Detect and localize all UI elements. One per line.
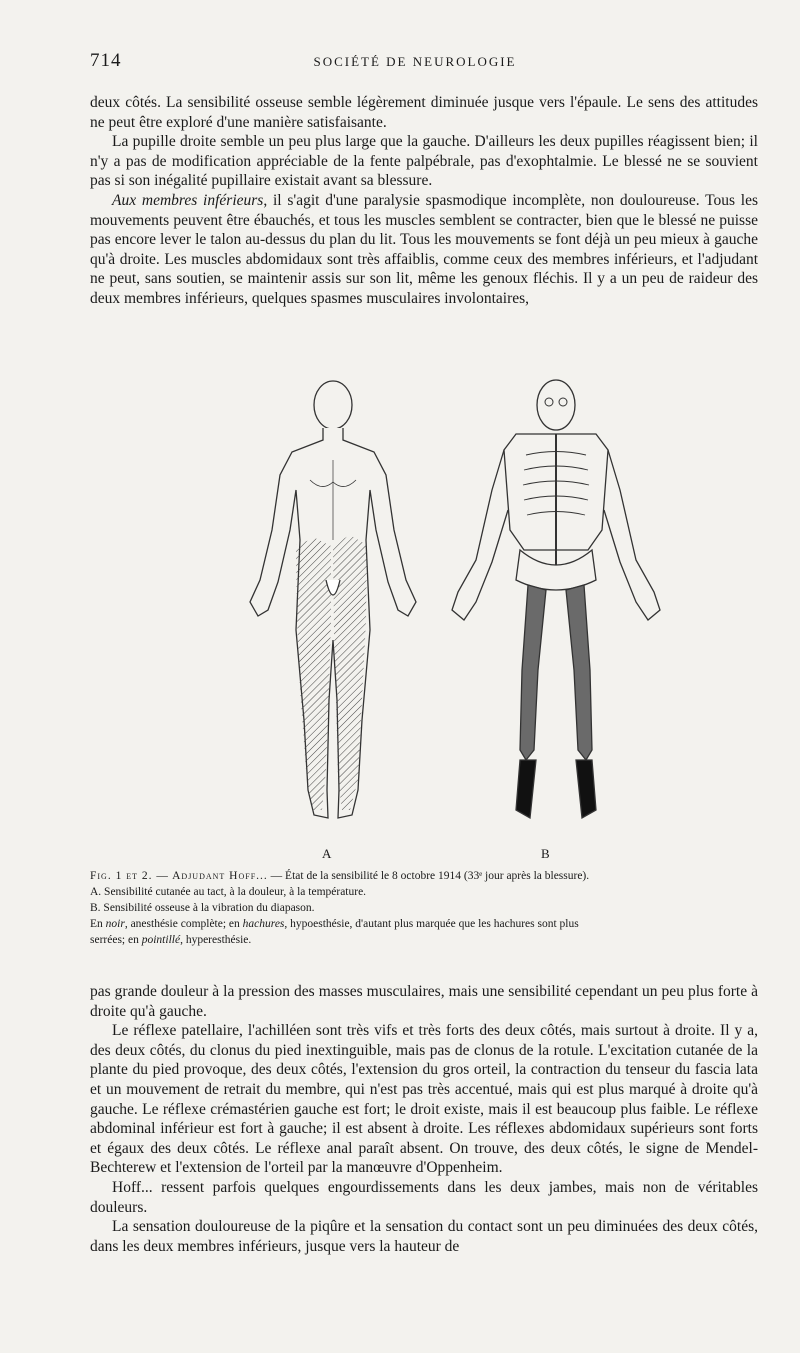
caption-line <box>90 916 790 932</box>
caption-line <box>90 932 790 948</box>
top-text <box>90 93 758 309</box>
caption-line <box>90 868 790 884</box>
caption-italic: hachures <box>242 918 285 930</box>
figure-label-b: B <box>541 846 550 861</box>
page-number: 714 <box>90 50 122 71</box>
caption-line: B. Sensibilité osseuse à la vibration du diapason. <box>90 902 315 914</box>
paragraph-rest: , il s'agit d'une paralysie spasmodique incomplète, non douloureuse. Tous les mouvements peuvent être ébauchés, et tous les muscles semblent se contracter, bien que le blessé ne puisse pas encore lever le talon au-dessus du plan du lit. Tous les mouvements se font déjà un peu mieux à gauche qu'à droite. Les muscles abdomidaux sont très affaiblis, comme ceux des membres inférieurs, et l'adjudant ne peut, sans soutien, se maintenir assis sur son lit, même les genoux fléchis. Il y a un peu de raideur des deux membres inférieurs, quelques spasmes musculaires involontaires, <box>90 191 758 307</box>
caption-italic: pointillé <box>141 934 181 946</box>
caption-line: A. Sensibilité cutanée au tact, à la douleur, à la température. <box>90 886 367 898</box>
bottom-text <box>90 982 758 1256</box>
figure-a-front-body <box>250 381 416 818</box>
running-title: SOCIÉTÉ DE NEUROLOGIE <box>313 54 517 69</box>
paragraph: La sensation douloureuse de la piqûre et la sensation du contact sont un peu diminuées des deux côtés, dans les deux membres inférieurs, jusque vers la hauteur de <box>90 1218 758 1255</box>
paragraph: La pupille droite semble un peu plus large que la gauche. D'ailleurs les deux pupilles réagissent bien; il n'y a pas de modification appréciable de la fente palpébrale, pas d'exophtalmie. Le blessé ne se souvient pas si son inégalité pupillaire existait avant sa blessure. <box>90 133 758 190</box>
paragraph: deux côtés. La sensibilité osseuse semble légèrement diminuée jusque vers l'épaule. Le sens des attitudes ne peut être exploré d'une manière satisfaisante. <box>90 94 758 131</box>
figure-label-a: A <box>322 846 332 861</box>
paragraph: pas grande douleur à la pression des masses musculaires, mais une sensibilité cependant un peu plus forte à droite qu'à gauche. <box>90 983 758 1020</box>
figure-caption <box>90 868 790 948</box>
caption-patient-name: Adjudant Hoff... <box>172 870 268 882</box>
italic-lead: Aux membres inférieurs <box>112 191 264 209</box>
paragraph: Le réflexe patellaire, l'achilléen sont très vifs et très forts des deux côtés, mais surtout à droite. Il y a, des deux côtés, du clonus du pied inextinguible, mais pas de clonus de la rotule. L'excitation cutanée de la plante du pied provoque, des deux côtés, l'extension du gros orteil, la contraction du tenseur du fascia lata et un mouvement de retrait du membre, qui n'est pas très accentué, mais qui est plus marqué à droite qu'à gauche. Le réflexe crémastérien gauche est fort; le droit existe, mais il est beaucoup plus faible. Le réflexe abdominal inférieur est fort à gauche; il est absent à droite. Les réflexes abdomidaux supérieurs sont forts et égaux des deux côtés. Le réflexe anal paraît absent. On trouve, des deux côtés, le signe de Mendel-Bechterew et l'extension de l'orteil par la manœuvre d'Oppenheim. <box>90 1022 758 1177</box>
paragraph: Hoff... ressent parfois quelques engourdissements dans les deux jambes, mais non de véritables douleurs. <box>90 1178 758 1216</box>
page-header <box>90 50 740 74</box>
caption-text: En <box>90 918 106 930</box>
caption-text: , anesthésie complète; en <box>124 918 243 930</box>
caption-text: serrées; en <box>90 934 142 946</box>
caption-text: , hypoesthésie, d'autant plus marquée que les hachures sont plus <box>284 918 579 930</box>
caption-text: , hyperesthésie. <box>180 934 252 946</box>
body-diagram-figure <box>230 370 670 840</box>
caption-title: — État de la sensibilité le 8 octobre 1914 (33ᵉ jour après la blessure). <box>267 870 590 882</box>
caption-fig-number: Fig. 1 et 2. — <box>90 870 173 882</box>
figure-b-skeleton <box>452 380 660 818</box>
paragraph <box>90 191 758 309</box>
caption-italic: noir <box>105 918 125 930</box>
